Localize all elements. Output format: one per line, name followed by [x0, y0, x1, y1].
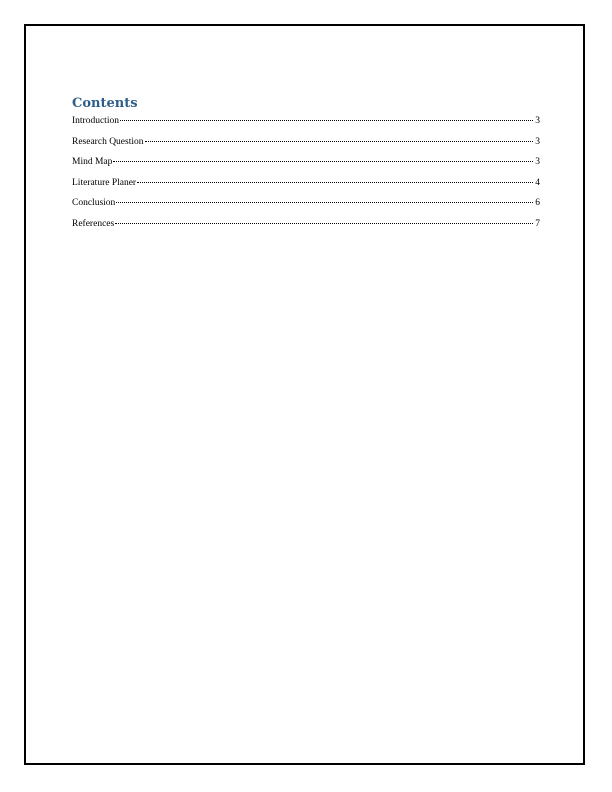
toc-entry-research-question[interactable]	[72, 137, 540, 158]
toc-dot-leader	[113, 161, 533, 162]
toc-dot-leader	[145, 141, 534, 142]
toc-entry-label: Introduction	[72, 116, 119, 126]
toc-entry-label: Conclusion	[72, 198, 116, 209]
toc-dot-leader	[115, 223, 533, 224]
toc-entry-introduction[interactable]	[72, 116, 540, 137]
toc-dot-leader	[137, 182, 533, 183]
toc-entry-page: 3	[535, 136, 540, 147]
toc-entry-references[interactable]	[72, 219, 540, 240]
toc-entry-mind-map[interactable]	[72, 157, 540, 178]
toc-dot-leader	[120, 120, 533, 121]
toc-entry-page: 3	[535, 116, 540, 126]
table-of-contents	[72, 95, 540, 240]
toc-entry-page: 6	[535, 198, 540, 209]
toc-entry-page: 3	[535, 157, 540, 168]
toc-entry-label: References	[72, 218, 115, 229]
toc-list	[72, 116, 540, 240]
toc-entry-label: Research Question	[72, 136, 144, 147]
toc-entry-conclusion[interactable]	[72, 198, 540, 219]
toc-entry-literature-planer[interactable]	[72, 178, 540, 199]
toc-entry-page: 7	[535, 218, 540, 229]
toc-dot-leader	[116, 202, 533, 203]
toc-entry-label: Literature Planer	[72, 177, 137, 188]
toc-title: Contents	[72, 96, 138, 111]
toc-entry-label: Mind Map	[72, 157, 113, 168]
toc-entry-page: 4	[535, 177, 540, 188]
